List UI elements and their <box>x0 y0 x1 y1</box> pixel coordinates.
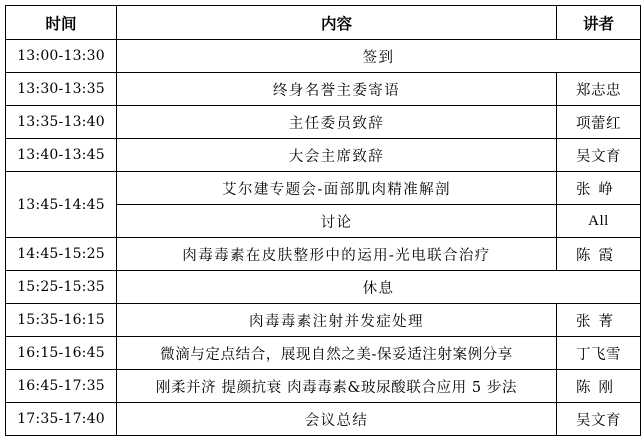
table-row <box>6 139 641 172</box>
row-time: 16:15-16:45 <box>6 337 117 370</box>
row-speaker: 吴文育 <box>557 403 641 436</box>
row-content: 终身名誉主委寄语 <box>117 73 557 106</box>
row-content: 刚柔并济 提颜抗衰 肉毒毒素&玻尿酸联合应用 5 步法 <box>117 370 557 403</box>
row-speaker: 吴文育 <box>557 139 641 172</box>
row-content: 会议总结 <box>117 403 557 436</box>
header-content: 内容 <box>117 6 557 40</box>
header-speaker: 讲者 <box>557 6 641 40</box>
row-speaker: 丁飞雪 <box>557 337 641 370</box>
row-time: 16:45-17:35 <box>6 370 117 403</box>
row-speaker: 郑志忠 <box>557 73 641 106</box>
row-time: 13:35-13:40 <box>6 106 117 139</box>
row-speaker: 张菁 <box>557 304 641 337</box>
row-content: 主任委员致辞 <box>117 106 557 139</box>
row-speaker: 张峥 <box>557 172 641 205</box>
table-row <box>6 271 641 304</box>
row-speaker: 陈刚 <box>557 370 641 403</box>
row-content: 签到 <box>117 40 641 73</box>
header-row <box>6 6 641 40</box>
row-content: 肉毒毒素注射并发症处理 <box>117 304 557 337</box>
row-time: 17:35-17:40 <box>6 403 117 436</box>
table-row <box>6 304 641 337</box>
table-row <box>6 73 641 106</box>
row-time: 15:35-16:15 <box>6 304 117 337</box>
row-time: 14:45-15:25 <box>6 238 117 271</box>
row-content: 大会主席致辞 <box>117 139 557 172</box>
row-time: 13:30-13:35 <box>6 73 117 106</box>
row-speaker: All <box>557 205 641 238</box>
row-time: 13:45-14:45 <box>6 172 117 238</box>
table-row <box>6 370 641 403</box>
table-row <box>6 106 641 139</box>
table-row <box>6 238 641 271</box>
row-content: 讨论 <box>117 205 557 238</box>
row-content: 微滴与定点结合，展现自然之美-保妥适注射案例分享 <box>117 337 557 370</box>
row-content: 肉毒毒素在皮肤整形中的运用-光电联合治疗 <box>117 238 557 271</box>
row-time: 15:25-15:35 <box>6 271 117 304</box>
row-time: 13:00-13:30 <box>6 40 117 73</box>
row-time: 13:40-13:45 <box>6 139 117 172</box>
table-row <box>6 403 641 436</box>
schedule-table <box>5 5 641 436</box>
table-row <box>6 40 641 73</box>
table-row <box>6 172 641 205</box>
row-content: 艾尔建专题会-面部肌肉精准解剖 <box>117 172 557 205</box>
header-time: 时间 <box>6 6 117 40</box>
table-row <box>6 337 641 370</box>
row-speaker: 项蕾红 <box>557 106 641 139</box>
row-content: 休息 <box>117 271 641 304</box>
row-speaker: 陈霞 <box>557 238 641 271</box>
